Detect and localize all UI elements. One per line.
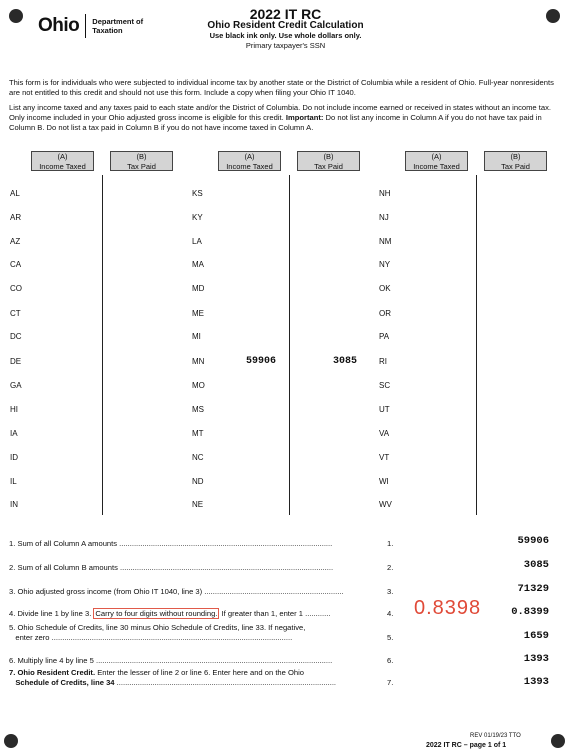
line-2-label: 2. Sum of all Column B amounts ..................................................................................................... xyxy=(9,563,334,572)
col-b-title: Tax Paid xyxy=(127,161,156,171)
line-3-number: 3. xyxy=(387,587,394,596)
col-a-title: Income Taxed xyxy=(413,161,460,171)
column-divider xyxy=(289,175,290,515)
state-label-md: MD xyxy=(192,284,205,293)
line-3-value[interactable]: 71329 xyxy=(517,583,549,595)
state-label-mo: MO xyxy=(192,381,205,390)
intro-paragraph-2 xyxy=(9,103,554,133)
line-4-highlight: Carry to four digits without rounding. xyxy=(95,609,218,618)
intro-p2-a: List any income taxed and any taxes paid to each state and/or the District of Columbia. Do not include income earned or received in states without an income tax. Only income included in your Ohio adjusted gross income is eligible for this credit. xyxy=(9,103,551,122)
state-label-nj: NJ xyxy=(379,213,389,222)
revision-code: REV 01/19/23 TTO xyxy=(470,733,521,739)
state-label-vt: VT xyxy=(379,453,390,462)
col1-header-tax xyxy=(110,151,173,171)
mn-income-taxed[interactable]: 59906 xyxy=(246,356,277,367)
line-5-text-a: 5. Ohio Schedule of Credits, line 30 minus Ohio Schedule of Credits, line 33. If negative, xyxy=(9,623,306,632)
state-label-nc: NC xyxy=(192,453,204,462)
state-label-wi: WI xyxy=(379,477,389,486)
state-label-hi: HI xyxy=(10,405,18,414)
line-7-value[interactable]: 1393 xyxy=(523,676,549,688)
state-label-ri: RI xyxy=(379,357,387,366)
col2-header-income xyxy=(218,151,281,171)
col-a-letter: (A) xyxy=(244,152,255,161)
line-1-value[interactable]: 59906 xyxy=(517,535,549,547)
col-b-letter: (B) xyxy=(323,152,334,161)
state-label-mn: MN xyxy=(192,357,205,366)
state-label-ar: AR xyxy=(10,213,22,222)
line-3-label: 3. Ohio adjusted gross income (from Ohio IT 1040, line 3) .................................................................. xyxy=(9,587,344,596)
state-label-ne: NE xyxy=(192,500,204,509)
state-label-or: OR xyxy=(379,309,391,318)
intro-paragraph-1: This form is for individuals who were subjected to individual income tax by another state or the District of Columbia while a resident of Ohio. Full-year nonresidents are not entitled to this credit and should not use this form. Include a copy when filing your Ohio IT 1040. xyxy=(9,78,554,97)
state-label-ks: KS xyxy=(192,189,203,198)
line-3-text: 3. Ohio adjusted gross income (from Ohio IT 1040, line 3) xyxy=(9,587,203,596)
col-a-title: Income Taxed xyxy=(226,161,273,171)
state-label-de: DE xyxy=(10,357,22,366)
registration-mark-bottom-right xyxy=(551,734,565,748)
dept-line2: Taxation xyxy=(92,26,123,35)
col-a-letter: (A) xyxy=(57,152,68,161)
state-label-ok: OK xyxy=(379,284,391,293)
col1-header-income xyxy=(31,151,94,171)
line-2-text: 2. Sum of all Column B amounts xyxy=(9,563,118,572)
state-label-mi: MI xyxy=(192,332,201,341)
state-label-id: ID xyxy=(10,453,18,462)
state-label-ca: CA xyxy=(10,260,22,269)
state-label-nd: ND xyxy=(192,477,204,486)
line-2-value[interactable]: 3085 xyxy=(523,559,549,571)
state-label-ms: MS xyxy=(192,405,204,414)
state-label-ia: IA xyxy=(10,429,18,438)
line-1-text: 1. Sum of all Column A amounts xyxy=(9,539,118,548)
state-label-ma: MA xyxy=(192,260,204,269)
line-7-text-a: Enter the lesser of line 2 or line 6. Enter here and on the Ohio xyxy=(95,668,305,677)
line-2-number: 2. xyxy=(387,563,394,572)
state-label-al: AL xyxy=(10,189,20,198)
col-b-title: Tax Paid xyxy=(314,161,343,171)
line-7-label: 7. Ohio Resident Credit. Enter the lesser of line 2 or line 6. Enter here and on the Ohio Schedule of Credits, line 34 ........................................................................................................ xyxy=(9,668,337,687)
state-label-ut: UT xyxy=(379,405,390,414)
line-4-text-a: 4. Divide line 1 by line 3. xyxy=(9,609,94,618)
line-5-text-b: enter zero xyxy=(15,633,50,642)
state-label-me: ME xyxy=(192,309,204,318)
col-b-letter: (B) xyxy=(136,152,147,161)
form-subtitle: Ohio Resident Credit Calculation xyxy=(207,20,364,31)
col-b-letter: (B) xyxy=(510,152,521,161)
line-4-text-b: If greater than 1, enter 1 xyxy=(219,609,303,618)
col-a-letter: (A) xyxy=(431,152,442,161)
state-label-wv: WV xyxy=(379,500,392,509)
line-4-label: 4. Divide line 1 by line 3. Carry to four digits without rounding. If greater than 1, enter 1 ............ xyxy=(9,609,331,618)
logo-word: Ohio xyxy=(38,15,80,36)
state-label-il: IL xyxy=(10,477,17,486)
intro-p2-b: Do not list any income in Column A if you do not have tax paid in Column B. Do not list a tax paid in Column B if you do not have income taxed in Column A. xyxy=(9,113,542,132)
line-6-text: 6. Multiply line 4 by line 5 xyxy=(9,656,94,665)
page-footer: 2022 IT RC – page 1 of 1 xyxy=(426,742,507,749)
line-1-number: 1. xyxy=(387,539,394,548)
state-label-ky: KY xyxy=(192,213,203,222)
line-6-label: 6. Multiply line 4 by line 5 ................................................................................................................ xyxy=(9,656,333,665)
col-b-title: Tax Paid xyxy=(501,161,530,171)
line-6-number: 6. xyxy=(387,656,394,665)
col-a-title: Income Taxed xyxy=(39,161,86,171)
line-7-title: 7. Ohio Resident Credit. xyxy=(9,668,96,677)
col3-header-tax xyxy=(484,151,547,171)
state-label-az: AZ xyxy=(10,237,21,246)
state-label-pa: PA xyxy=(379,332,390,341)
ssn-label: Primary taxpayer's SSN xyxy=(245,41,326,50)
state-label-nh: NH xyxy=(379,189,391,198)
state-label-sc: SC xyxy=(379,381,391,390)
state-label-ny: NY xyxy=(379,260,391,269)
line-5-number: 5. xyxy=(387,633,394,642)
col3-header-income xyxy=(405,151,468,171)
line-4-value[interactable]: 0.8399 xyxy=(511,606,549,618)
line-7-text-b: Schedule of Credits, line 34 xyxy=(15,678,115,687)
dept-line1: Department of xyxy=(92,17,144,26)
form-title: 2022 IT RC xyxy=(249,6,322,22)
col2-header-tax xyxy=(297,151,360,171)
state-label-la: LA xyxy=(192,237,202,246)
line-4-number: 4. xyxy=(387,609,394,618)
state-label-ct: CT xyxy=(10,309,21,318)
line-5-label: 5. Ohio Schedule of Credits, line 30 minus Ohio Schedule of Credits, line 33. If negative, enter zero .................................................................................................................. xyxy=(9,623,306,642)
intro-p2-bold: Important: xyxy=(285,113,324,122)
state-label-dc: DC xyxy=(10,332,22,341)
line-6-value[interactable]: 1393 xyxy=(523,653,549,665)
handwritten-annotation: 0.8398 xyxy=(414,597,482,619)
state-label-nm: NM xyxy=(379,237,392,246)
registration-mark-bottom-left xyxy=(4,734,18,748)
line-5-value[interactable]: 1659 xyxy=(523,630,549,642)
column-divider xyxy=(476,175,477,515)
state-label-mt: MT xyxy=(192,429,204,438)
state-label-va: VA xyxy=(379,429,390,438)
mn-tax-paid[interactable]: 3085 xyxy=(333,356,358,367)
state-label-co: CO xyxy=(10,284,22,293)
line-1-label: 1. Sum of all Column A amounts ..................................................................................................... xyxy=(9,539,333,548)
state-label-ga: GA xyxy=(10,381,22,390)
column-divider xyxy=(102,175,103,515)
form-instruction: Use black ink only. Use whole dollars only. xyxy=(209,31,362,40)
state-label-in: IN xyxy=(10,500,18,509)
line-7-number: 7. xyxy=(387,678,394,687)
